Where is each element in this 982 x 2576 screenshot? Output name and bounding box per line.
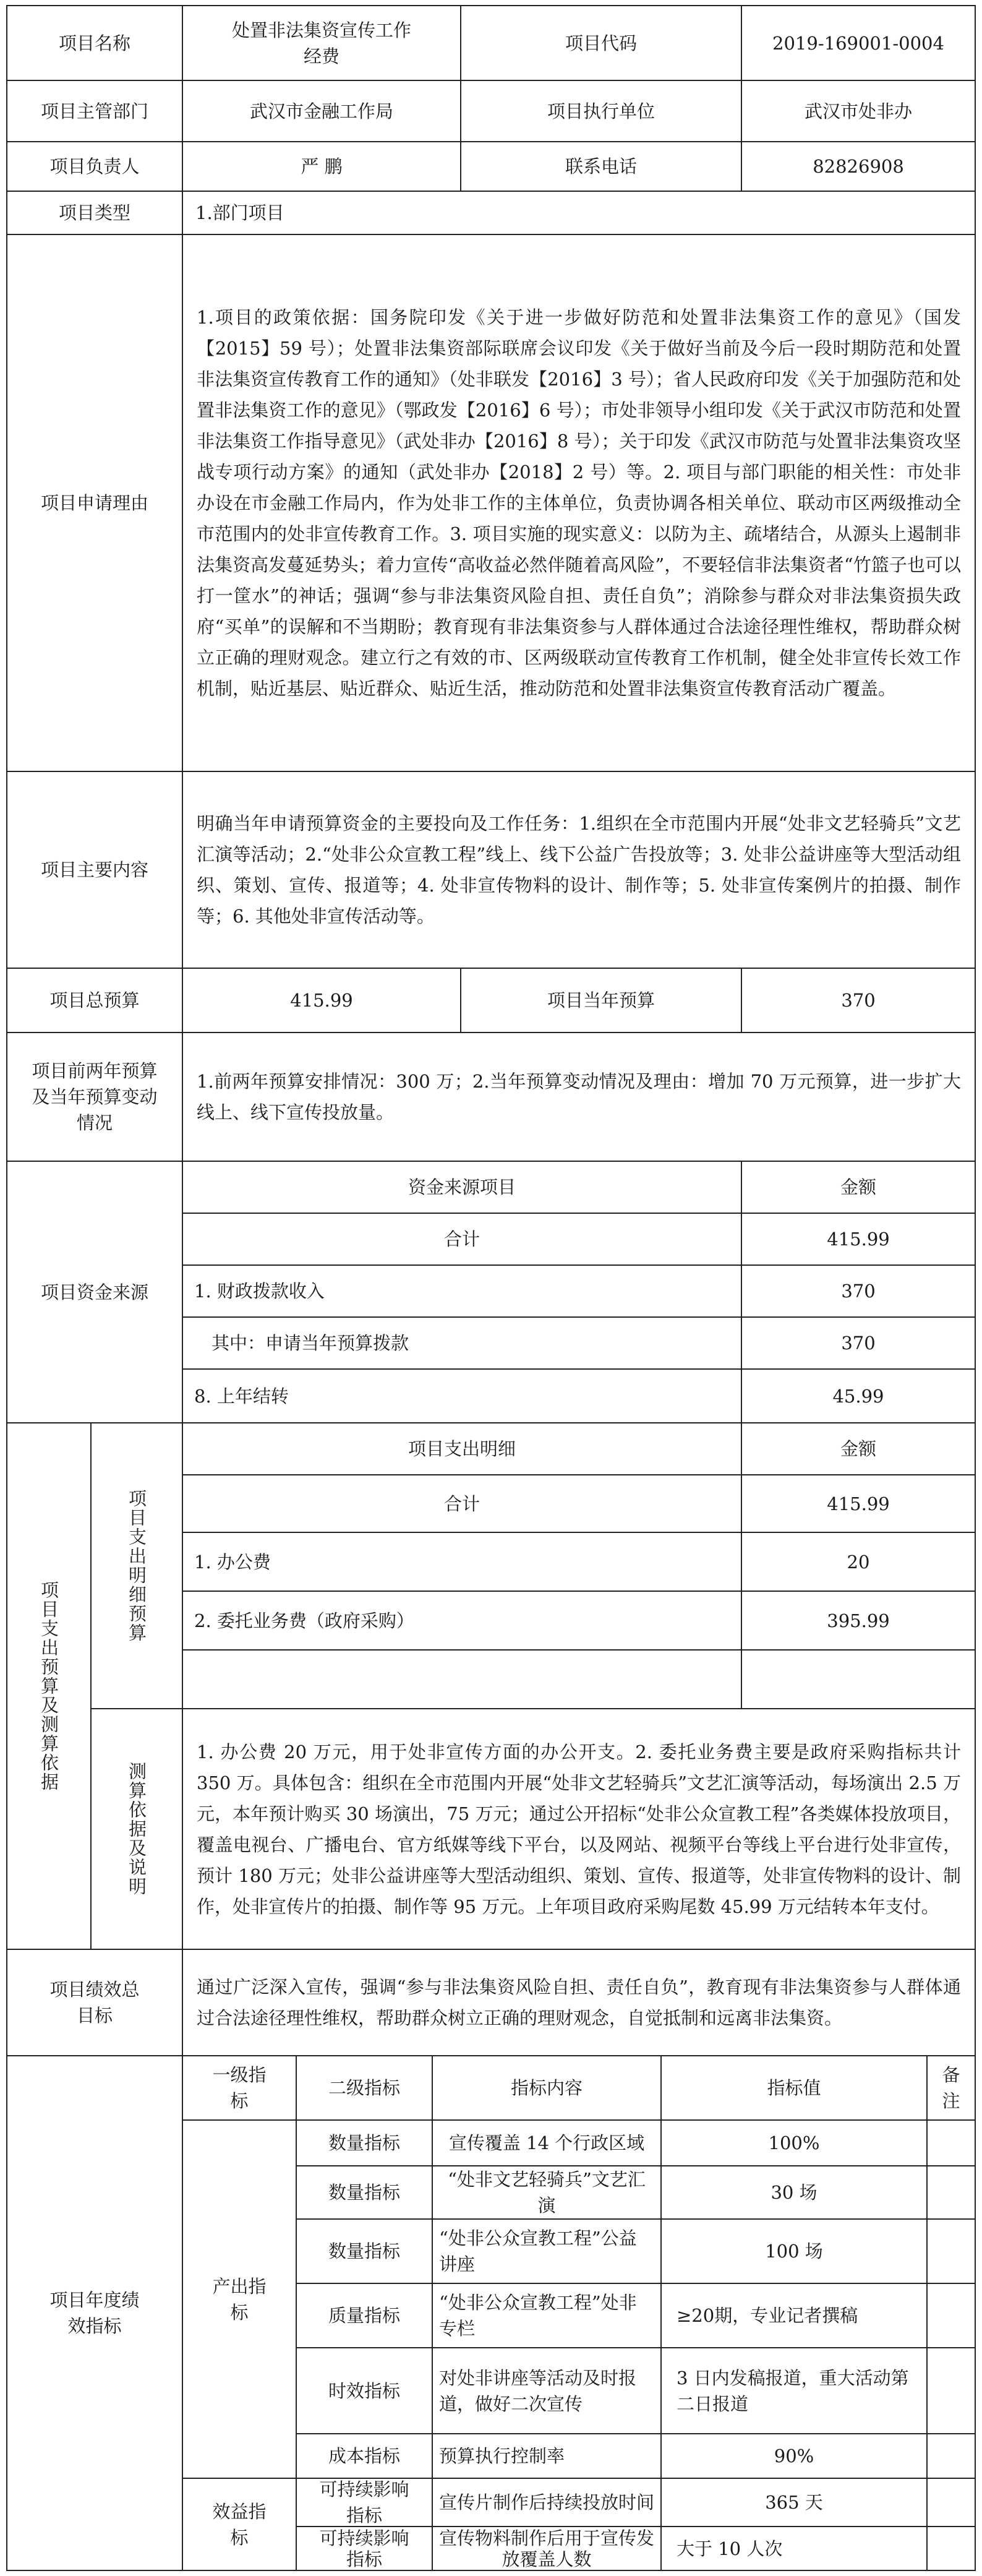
expense-row-amount: 395.99	[741, 1591, 976, 1651]
label-expense-detail: 项目支出明细预算	[90, 1422, 183, 1709]
perf-row-content: “处非公众宣教工程”处非专栏	[432, 2283, 662, 2348]
label-expense-basis: 项目支出预算及测算依据	[6, 1422, 92, 1950]
perf-row-value: ≥20期，专业记者撰稿	[660, 2283, 928, 2348]
label-leader: 项目负责人	[6, 141, 183, 192]
label-annual-indicators: 项目年度绩效指标	[6, 2055, 183, 2571]
fund-row-label: 1. 财政拨款收入	[182, 1264, 742, 1318]
label-exec-unit: 项目执行单位	[460, 80, 742, 142]
fund-row-label: 8. 上年结转	[182, 1368, 742, 1423]
label-project-code: 项目代码	[460, 5, 742, 81]
label-content: 项目主要内容	[6, 771, 183, 969]
value-project-code: 2019-169001-0004	[741, 5, 976, 81]
perf-row-note	[926, 2478, 976, 2527]
perf-row-level2: 数量指标	[296, 2119, 433, 2166]
perf-row-note	[926, 2119, 976, 2166]
perf-row-note	[926, 2347, 976, 2434]
perf-row-content: 宣传物料制作后用于宣传发放覆盖人数	[432, 2526, 662, 2571]
perf-row-value: 100 场	[660, 2218, 928, 2284]
perf-row-value: 365 天	[660, 2478, 928, 2527]
value-calc: 1. 办公费 20 万元，用于处非宣传方面的办公开支。2. 委托业务费主要是政府采购指标共计 350 万。具体包含：组织在全市范围内开展“处非文艺轻骑兵”文艺汇演等活动，每场演出 2.5 万元，本年预计购买 30 场演出，75 万元；通过公开招标“处非公众宣教工程”各类媒体投放项目，覆盖电视台、广播电台、官方纸媒等线下平台，以及网站、视频平台等线上平台进行处非宣传，预计 180 万元；处非公益讲座等大型活动组织、策划、宣传、报道等，处非宣传物料的设计、制作，处非宣传片的拍摄、制作等 95 万元。上年项目政府采购尾数 45.99 万元结转本年支付。	[182, 1708, 976, 1950]
expense-row-amount	[741, 1649, 976, 1709]
perf-row-content: 对处非讲座等活动及时报道，做好二次宣传	[432, 2347, 662, 2434]
fund-row-label: 其中：申请当年预算拨款	[182, 1316, 742, 1370]
perf-row-value: 100%	[660, 2119, 928, 2166]
value-current-budget: 370	[741, 968, 976, 1033]
perf-level1-benefit: 效益指标	[182, 2478, 297, 2571]
label-reason: 项目申请理由	[6, 234, 183, 772]
perf-header-content: 指标内容	[432, 2055, 662, 2121]
value-type: 1.部门项目	[182, 191, 976, 235]
perf-row-note	[926, 2165, 976, 2220]
label-type: 项目类型	[6, 191, 183, 235]
perf-level1-output: 产出指标	[182, 2119, 297, 2479]
perf-row-value: 30 场	[660, 2165, 928, 2220]
fund-header-amount: 金额	[741, 1161, 976, 1214]
perf-row-note	[926, 2218, 976, 2284]
perf-row-level2: 可持续影响指标	[296, 2526, 433, 2571]
perf-header-level1: 一级指标	[182, 2055, 297, 2121]
label-project-name: 项目名称	[6, 5, 183, 81]
value-exec-unit: 武汉市处非办	[741, 80, 976, 142]
value-department: 武汉市金融工作局	[182, 80, 461, 142]
perf-row-content: 宣传覆盖 14 个行政区域	[432, 2119, 662, 2166]
perf-row-level2: 数量指标	[296, 2165, 433, 2220]
expense-row-label: 2. 委托业务费（政府采购）	[182, 1591, 742, 1651]
perf-row-level2: 质量指标	[296, 2283, 433, 2348]
perf-row-value: 3 日内发稿报道，重大活动第二日报道	[660, 2347, 928, 2434]
expense-row-amount: 415.99	[741, 1474, 976, 1533]
perf-row-content: “处非文艺轻骑兵”文艺汇演	[432, 2165, 662, 2220]
perf-row-level2: 可持续影响指标	[296, 2478, 433, 2527]
perf-row-note	[926, 2283, 976, 2348]
label-fund-source: 项目资金来源	[6, 1161, 183, 1423]
fund-header-item: 资金来源项目	[182, 1161, 742, 1214]
fund-row-amount: 370	[741, 1264, 976, 1318]
perf-row-level2: 数量指标	[296, 2218, 433, 2284]
perf-row-content: 宣传片制作后持续投放时间	[432, 2478, 662, 2527]
value-reason: 1.项目的政策依据：国务院印发《关于进一步做好防范和处置非法集资工作的意见》（国发【2015】59 号）；处置非法集资部际联席会议印发《关于做好当前及今后一段时期防范和处置非法集资宣传教育工作的通知》（处非联发【2016】3 号）；省人民政府印发《关于加强防范和处置非法集资工作的意见》（鄂政发【2016】6 号）；市处非领导小组印发《关于武汉市防范和处置非法集资工作指导意见》（武处非办【2016】8 号）；关于印发《武汉市防范与处置非法集资攻坚战专项行动方案》的通知（武处非办【2018】2 号）等。2. 项目与部门职能的相关性：市处非办设在市金融工作局内，作为处非工作的主体单位，负责协调各相关单位、联动市区两级推动全市范围内的处非宣传教育工作。3. 项目实施的现实意义：以防为主、疏堵结合，从源头上遏制非法集资高发蔓延势头；着力宣传“高收益必然伴随着高风险”，不要轻信非法集资者“竹篮子也可以打一筐水”的神话；强调“参与非法集资风险自担、责任自负”；消除参与群众对非法集资损失政府“买单”的误解和不当期盼；教育现有非法集资参与人群体通过合法途径理性维权，帮助群众树立正确的理财观念。建立行之有效的市、区两级联动宣传教育工作机制，健全处非宣传长效工作机制，贴近基层、贴近群众、贴近生活，推动防范和处置非法集资宣传教育活动广覆盖。	[182, 234, 976, 772]
label-goal: 项目绩效总目标	[6, 1949, 183, 2056]
label-total-budget: 项目总预算	[6, 968, 183, 1033]
expense-header-amount: 金额	[741, 1422, 976, 1475]
value-total-budget: 415.99	[182, 968, 461, 1033]
value-content: 明确当年申请预算资金的主要投向及工作任务：1.组织在全市范围内开展“处非文艺轻骑兵”文艺汇演等活动；2.“处非公众宣教工程”线上、线下公益广告投放等；3. 处非公益讲座等大型活动组织、策划、宣传、报道等；4. 处非宣传物料的设计、制作等；5. 处非宣传案例片的拍摄、制作等；6. 其他处非宣传活动等。	[182, 771, 976, 969]
perf-header-note: 备注	[926, 2055, 976, 2121]
expense-row-label: 合计	[182, 1474, 742, 1533]
expense-header-item: 项目支出明细	[182, 1422, 742, 1475]
label-change: 项目前两年预算及当年预算变动情况	[6, 1032, 183, 1162]
fund-row-amount: 415.99	[741, 1213, 976, 1266]
perf-row-value: 90%	[660, 2433, 928, 2479]
label-calc-basis: 测算依据及说明	[90, 1708, 183, 1950]
expense-row-label	[182, 1649, 742, 1709]
value-change: 1.前两年预算安排情况：300 万；2.当年预算变动情况及理由：增加 70 万元预算，进一步扩大线上、线下宣传投放量。	[182, 1032, 976, 1162]
fund-row-label: 合计	[182, 1213, 742, 1266]
label-department: 项目主管部门	[6, 80, 183, 142]
perf-row-content: “处非公众宣教工程”公益讲座	[432, 2218, 662, 2284]
perf-row-content: 预算执行控制率	[432, 2433, 662, 2479]
label-current-budget: 项目当年预算	[460, 968, 742, 1033]
perf-row-level2: 时效指标	[296, 2347, 433, 2434]
value-leader: 严 鹏	[182, 141, 461, 192]
perf-row-value: 大于 10 人次	[660, 2526, 928, 2571]
perf-row-note	[926, 2433, 976, 2479]
fund-row-amount: 370	[741, 1316, 976, 1370]
value-project-name: 处置非法集资宣传工作经费	[182, 5, 461, 81]
perf-header-value: 指标值	[660, 2055, 928, 2121]
perf-row-note	[926, 2526, 976, 2571]
label-phone: 联系电话	[460, 141, 742, 192]
fund-row-amount: 45.99	[741, 1368, 976, 1423]
value-goal: 通过广泛深入宣传，强调“参与非法集资风险自担、责任自负”，教育现有非法集资参与人群体通过合法途径理性维权，帮助群众树立正确的理财观念，自觉抵制和远离非法集资。	[182, 1949, 976, 2056]
perf-row-level2: 成本指标	[296, 2433, 433, 2479]
perf-header-level2: 二级指标	[296, 2055, 433, 2121]
value-phone: 82826908	[741, 141, 976, 192]
expense-row-amount: 20	[741, 1532, 976, 1592]
expense-row-label: 1. 办公费	[182, 1532, 742, 1592]
